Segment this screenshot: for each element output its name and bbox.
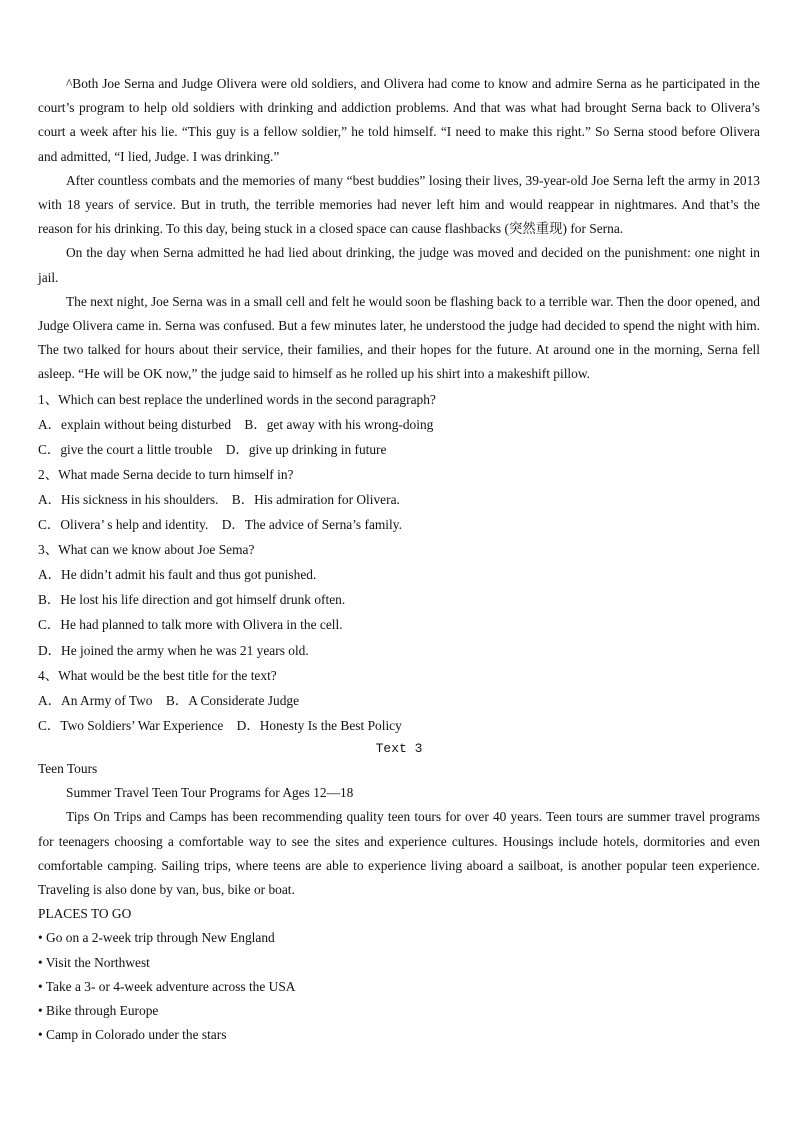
- places-heading: PLACES TO GO: [38, 906, 132, 922]
- places-item: • Go on a 2-week trip through New England: [38, 930, 275, 946]
- question-options-line: C．give the court a little trouble D．give up drinking in future: [38, 441, 387, 457]
- passage-paragraph-1: ^Both Joe Serna and Judge Olivera were old soldiers, and Olivera had come to know and admire Serna as he participated in the court’s program to help old soldiers with drinking and addiction problems. And that was what had brought Serna back to Olivera’s court a week after his lie. “This guy is a fellow soldier,” he told himself. “I need to make this right.” So Serna stood before Olivera and admitted, “I lied, Judge. I was drinking.”: [38, 76, 760, 164]
- question-options-line: C．Olivera’ s help and identity. D．The advice of Serna’s family.: [38, 517, 402, 533]
- text3-section: [38, 741, 760, 1047]
- question-stem: 4、What would be the best title for the text?: [38, 667, 277, 683]
- passage-paragraph-4: The next night, Joe Serna was in a small cell and felt he would soon be flashing back to a terrible war. Then the door opened, and Judge Olivera came in. Serna was confused. But a few minutes later, he understood the judge had decided to spend the night with him. The two talked for hours about their service, their families, and their hopes for the future. At around one in the morning, Serna fell asleep. “He will be OK now,” the judge said to himself as he rolled up his shirt into a makeshift pillow.: [38, 293, 760, 382]
- section-heading: Text 3: [375, 740, 423, 756]
- question-stem: 2、What made Serna decide to turn himself in?: [38, 466, 294, 482]
- text3-intro: Tips On Trips and Camps has been recommending quality teen tours for over 40 years. Teen tours are summer travel programs for teenagers choosing a comfortable way to see the sites and experience cultures. Housings include hotels, dormitories and even comfortable camping. Sailing trips, where teens are able to experience living aboard a sailboat, is another popular teen experience. Traveling is also done by van, bus, bike or boat.: [38, 809, 760, 897]
- text3-title: Teen Tours: [38, 760, 98, 776]
- question-options-line: A．An Army of Two B．A Considerate Judge: [38, 692, 300, 708]
- text3-subtitle: Summer Travel Teen Tour Programs for Ages 12—18: [66, 785, 354, 801]
- question-option: C．He had planned to talk more with Olivera in the cell.: [38, 617, 343, 633]
- passage-paragraph-2: After countless combats and the memories of many “best buddies” losing their lives, 39-year-old Joe Serna left the army in 2013 with 18 years of service. But in truth, the terrible memories had never left him and would reappear in nightmares. And that’s the reason for his drinking. To this day, being stuck in a closed space can cause flashbacks (突然重现) for Serna.: [38, 172, 760, 237]
- passage: [38, 72, 760, 387]
- question-option: B．He lost his life direction and got himself drunk often.: [38, 592, 346, 608]
- question-stem: 3、What can we know about Joe Sema?: [38, 542, 255, 558]
- question-2: [38, 462, 760, 537]
- question-stem: 1、Which can best replace the underlined words in the second paragraph?: [38, 391, 436, 407]
- question-options-line: A．His sickness in his shoulders. B．His admiration for Olivera.: [38, 492, 400, 508]
- places-item: • Bike through Europe: [38, 1002, 159, 1018]
- places-item: • Visit the Northwest: [38, 954, 150, 970]
- question-options-line: C．Two Soldiers’ War Experience D．Honesty Is the Best Policy: [38, 717, 402, 733]
- document-page: [38, 72, 760, 1047]
- question-options-line: A．explain without being disturbed B．get away with his wrong-doing: [38, 416, 434, 432]
- question-4: [38, 663, 760, 738]
- question-option: A．He didn’t admit his fault and thus got punished.: [38, 567, 317, 583]
- question-3: [38, 537, 760, 662]
- passage-paragraph-3: On the day when Serna admitted he had lied about drinking, the judge was moved and decided on the punishment: one night in jail.: [38, 245, 760, 285]
- places-item: • Take a 3- or 4-week adventure across the USA: [38, 978, 296, 994]
- places-item: • Camp in Colorado under the stars: [38, 1027, 227, 1043]
- questions: [38, 387, 760, 738]
- question-1: [38, 387, 760, 462]
- question-option: D．He joined the army when he was 21 years old.: [38, 642, 309, 658]
